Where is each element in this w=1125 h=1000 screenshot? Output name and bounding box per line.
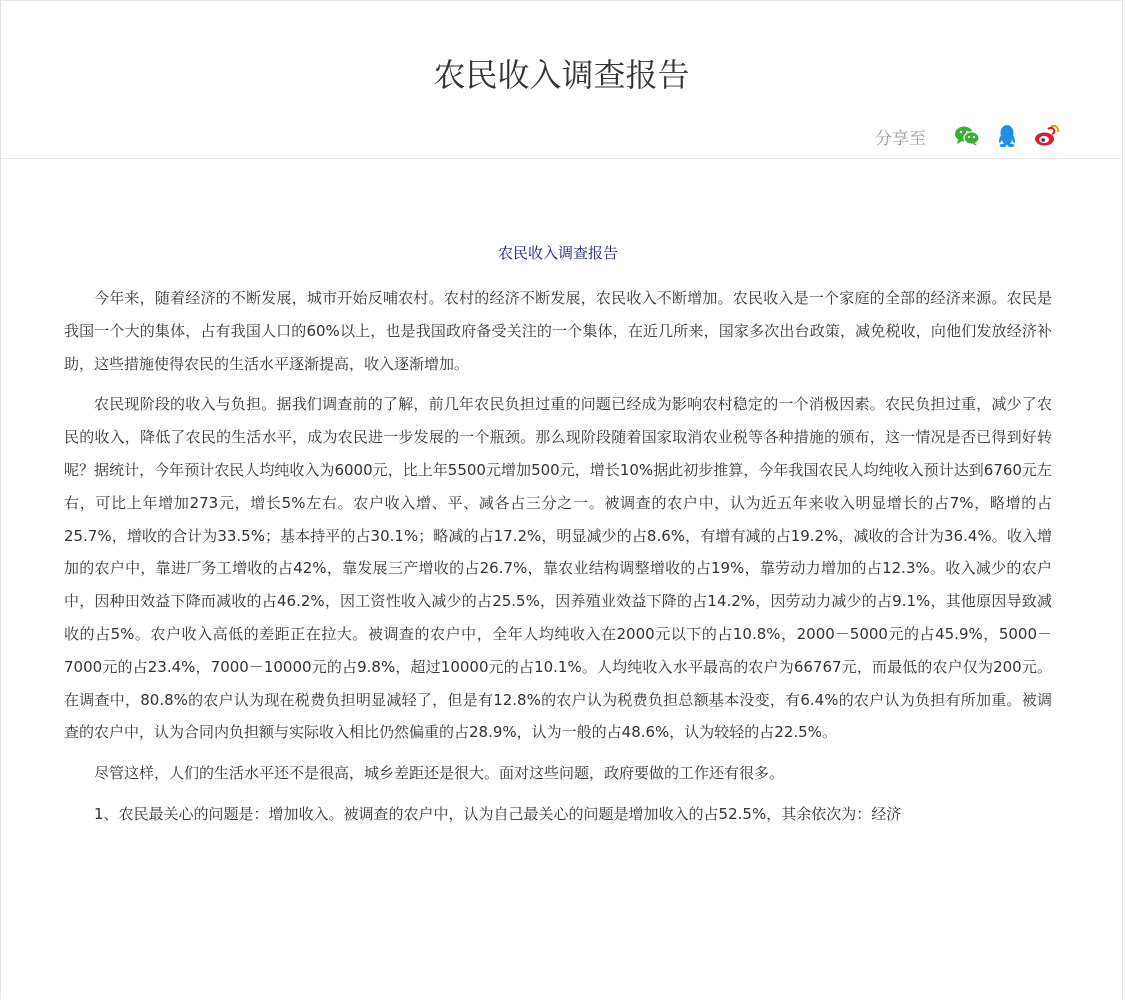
article-heading: 农民收入调查报告 (497, 244, 618, 262)
weibo-icon[interactable] (1034, 123, 1060, 149)
paragraph-intro: 今年来，随着经济的不断发展，城市开始反哺农村。农村的经济不断发展，农民收入不断增加。农民收入是一个家庭的全部的经济来源。农民是我国一个大的集体，占有我国人口的60%以上，也是我国政府备受关注的一个集体，在近几所来，国家多次出台政策，减免税收，向他们发放经济补助，这些措施使得农民的生活水平逐渐提高，收入逐渐增加。 (64, 289, 1052, 373)
article-body (64, 241, 1052, 839)
page-header (1, 1, 1122, 159)
share-bar (875, 121, 1060, 151)
paragraph-income-burden: 农民现阶段的收入与负担。据我们调查前的了解，前几年农民负担过重的问题已经成为影响农村稳定的一个消极因素。农民负担过重，减少了农民的收入，降低了农民的生活水平，成为农民进一步发展的一个瓶颈。那么现阶段随着国家取消农业税等各种措施的颁布，这一情况是否已得到好转呢？据统计，今年预计农民人均纯收入为6000元，比上年5500元增加500元，增长10%据此初步推算，今年我国农民人均纯收入预计达到6760元左右，可比上年增加273元，增长5%左右。农户收入增、平、减各占三分之一。被调查的农户中，认为近五年来收入明显增长的占7%，略增的占25.7%，增收的合计为33.5%；基本持平的占30.1%；略减的占17.2%，明显减少的占8.6%，有增有减的占19.2%，减收的合计为36.4%。收入增加的农户中，靠进厂务工增收的占42%，靠发展三产增收的占26.7%，靠农业结构调整增收的占19%，靠劳动力增加的占12.3%。收入减少的农户中，因种田效益下降而减收的占46.2%，因工资性收入减少的占25.5%，因养殖业效益下降的占14.2%，因劳动力减少的占9.1%，其他原因导致减收的占5%。农户收入高低的差距正在拉大。被调查的农户中，全年人均纯收入在2000元以下的占10.8%，2000－5000元的占45.9%，5000－7000元的占23.4%，7000－10000元的占9.8%，超过10000元的占10.1%。人均纯收入水平最高的农户为66767元，而最低的农户仅为200元。在调查中，80.8%的农户认为现在税费负担明显减轻了，但是有12.8%的农户认为税费负担总额基本没变，有6.4%的农户认为负担有所加重。被调查的农户中，认为合同内负担额与实际收入相比仍然偏重的占28.9%，认为一般的占48.6%，认为较轻的占22.5%。 (64, 395, 1052, 742)
share-label: 分享至 (875, 128, 926, 149)
paragraph-concern: 1、农民最关心的问题是：增加收入。被调查的农户中，认为自己最关心的问题是增加收入的占52.5%，其余依次为：经济 (94, 804, 902, 823)
page-title: 农民收入调查报告 (433, 56, 690, 94)
wechat-icon[interactable] (954, 123, 980, 149)
paragraph-gap: 尽管这样，人们的生活水平还不是很高，城乡差距还是很大。面对这些问题，政府要做的工作还有很多。 (94, 764, 785, 783)
qq-icon[interactable] (994, 123, 1020, 149)
